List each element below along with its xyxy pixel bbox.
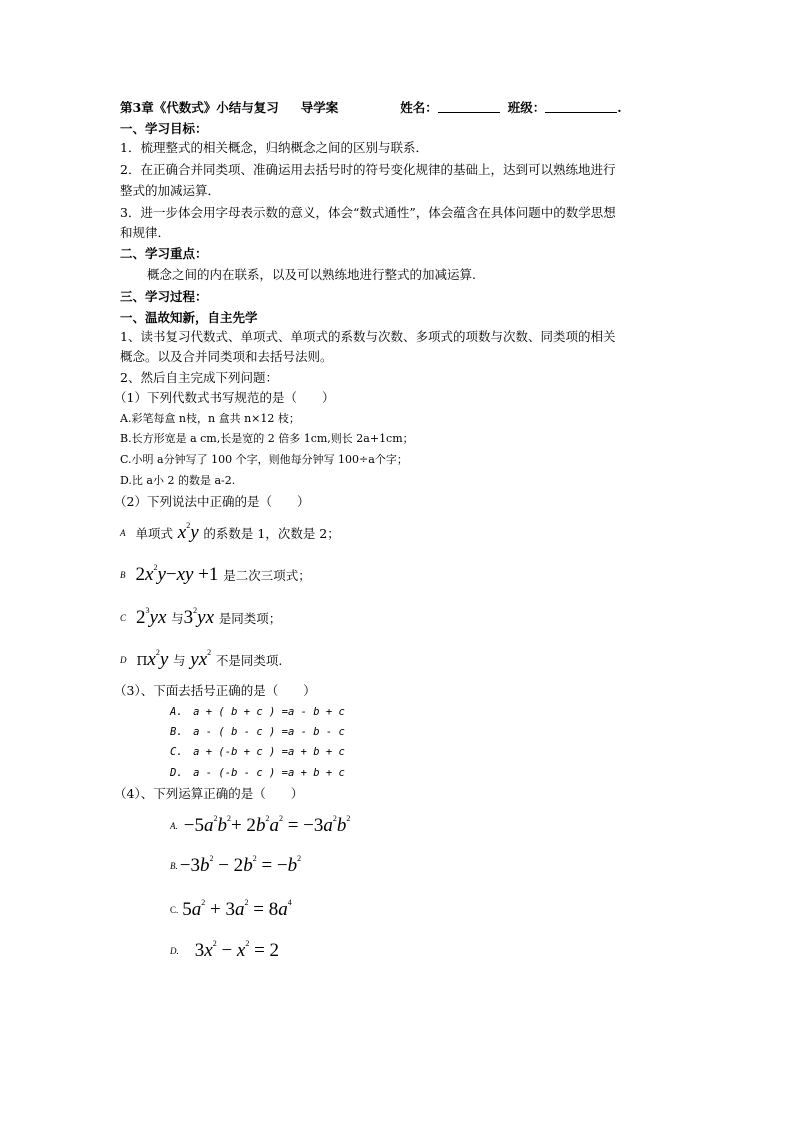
q2-option-c: C $2^3yx$ 与$3^2yx$ 是同类项； — [120, 606, 282, 628]
q1-option-b: B.长方形宽是 a cm,长是宽的 2 倍多 1cm,则长 2a+1cm； — [120, 432, 414, 445]
goal-item: 1．梳理整式的相关概念，归纳概念之间的区别与联系． — [120, 140, 428, 155]
process-intro: 概念。以及合并同类项和去括号法则。 — [120, 349, 333, 364]
q2-b-label: B — [120, 570, 126, 580]
q2-d-label: D — [120, 655, 127, 665]
name-blank[interactable] — [438, 100, 500, 113]
process-intro: 2、然后自主完成下列问题： — [120, 370, 278, 385]
goal-item: 3．进一步体会用字母表示数的意义，体会“数式通性”，体会蕴含在具体问题中的数学思想 — [120, 205, 616, 220]
q3-stem: （3）、下面去括号正确的是（ ） — [114, 683, 316, 698]
q4-stem: （4）、下列运算正确的是（ ） — [114, 786, 304, 801]
doc-title: 第3章《代数式》小结与复习 — [120, 100, 279, 115]
end-mark: . — [617, 100, 622, 115]
goals-heading: 一、学习目标： — [120, 121, 208, 136]
goal-item: 2．在正确合并同类项、准确运用去括号时的符号变化规律的基础上，达到可以熟练地进行 — [120, 162, 616, 177]
goal-item: 整式的加减运算． — [120, 183, 221, 198]
goal-item: 和规律． — [120, 225, 171, 240]
q2-a-label: A — [120, 528, 126, 538]
q2-option-a: A 单项式 $x^2y$ 的系数是 1，次数是 2； — [120, 521, 340, 543]
q4-option-c: C. $5a^2 + 3a^2 = 8a^4$ — [170, 898, 292, 920]
q3-option-b: B. a - ( b - c ) =a - b - c — [170, 726, 345, 738]
class-blank[interactable] — [545, 100, 617, 113]
q3-option-d: D. a - (-b - c ) =a + b + c — [170, 767, 345, 779]
class-label: 班级： — [507, 100, 546, 115]
q3-option-c: C. a + (-b + c ) =a + b + c — [170, 746, 345, 758]
q4-option-d: D. $3x^2 - x^2 = 2$ — [170, 939, 280, 961]
q1-option-c: C.小明 a分钟写了 100 个字，则他每分钟写 100÷a个字； — [120, 453, 408, 466]
q1-option-a: A.彩笔每盒 n枝，n 盒共 n×12 枝； — [120, 412, 300, 425]
q1-option-d: D.比 a小 2 的数是 a-2. — [120, 474, 236, 487]
q1-stem: （1）下列代数式书写规范的是（ ） — [114, 390, 335, 405]
q2-c-label: C — [120, 613, 127, 623]
q2-option-b: B $2x^2y-xy +1$ 是二次三项式； — [120, 563, 311, 585]
process-subheading: 一、温故知新，自主先学 — [120, 310, 258, 325]
q2-stem: （2）下列说法中正确的是（ ） — [114, 494, 310, 509]
q3-option-a: A. a + ( b + c ) =a - b + c — [170, 706, 345, 718]
process-heading: 三、学习过程： — [120, 289, 208, 304]
focus-text: 概念之间的内在联系，以及可以熟练地进行整式的加减运算. — [147, 267, 476, 282]
header-line — [120, 100, 622, 116]
focus-heading: 二、学习重点： — [120, 246, 208, 261]
name-label: 姓名： — [400, 100, 438, 115]
q4-option-b: B. $-3b^2 - 2b^2 = -b^2$ — [170, 854, 302, 876]
q4-option-a: A. $-5a^2b^2+ 2b^2a^2 = -3a^2b^2$ — [170, 814, 351, 836]
process-intro: 1、读书复习代数式、单项式、单项式的系数与次数、多项式的项数与次数、同类项的相关 — [120, 329, 616, 344]
q2-option-d: D $\Pi x^2y$ 与 $yx^2$ 不是同类项. — [120, 648, 283, 670]
doc-subtitle: 导学案 — [300, 100, 339, 115]
